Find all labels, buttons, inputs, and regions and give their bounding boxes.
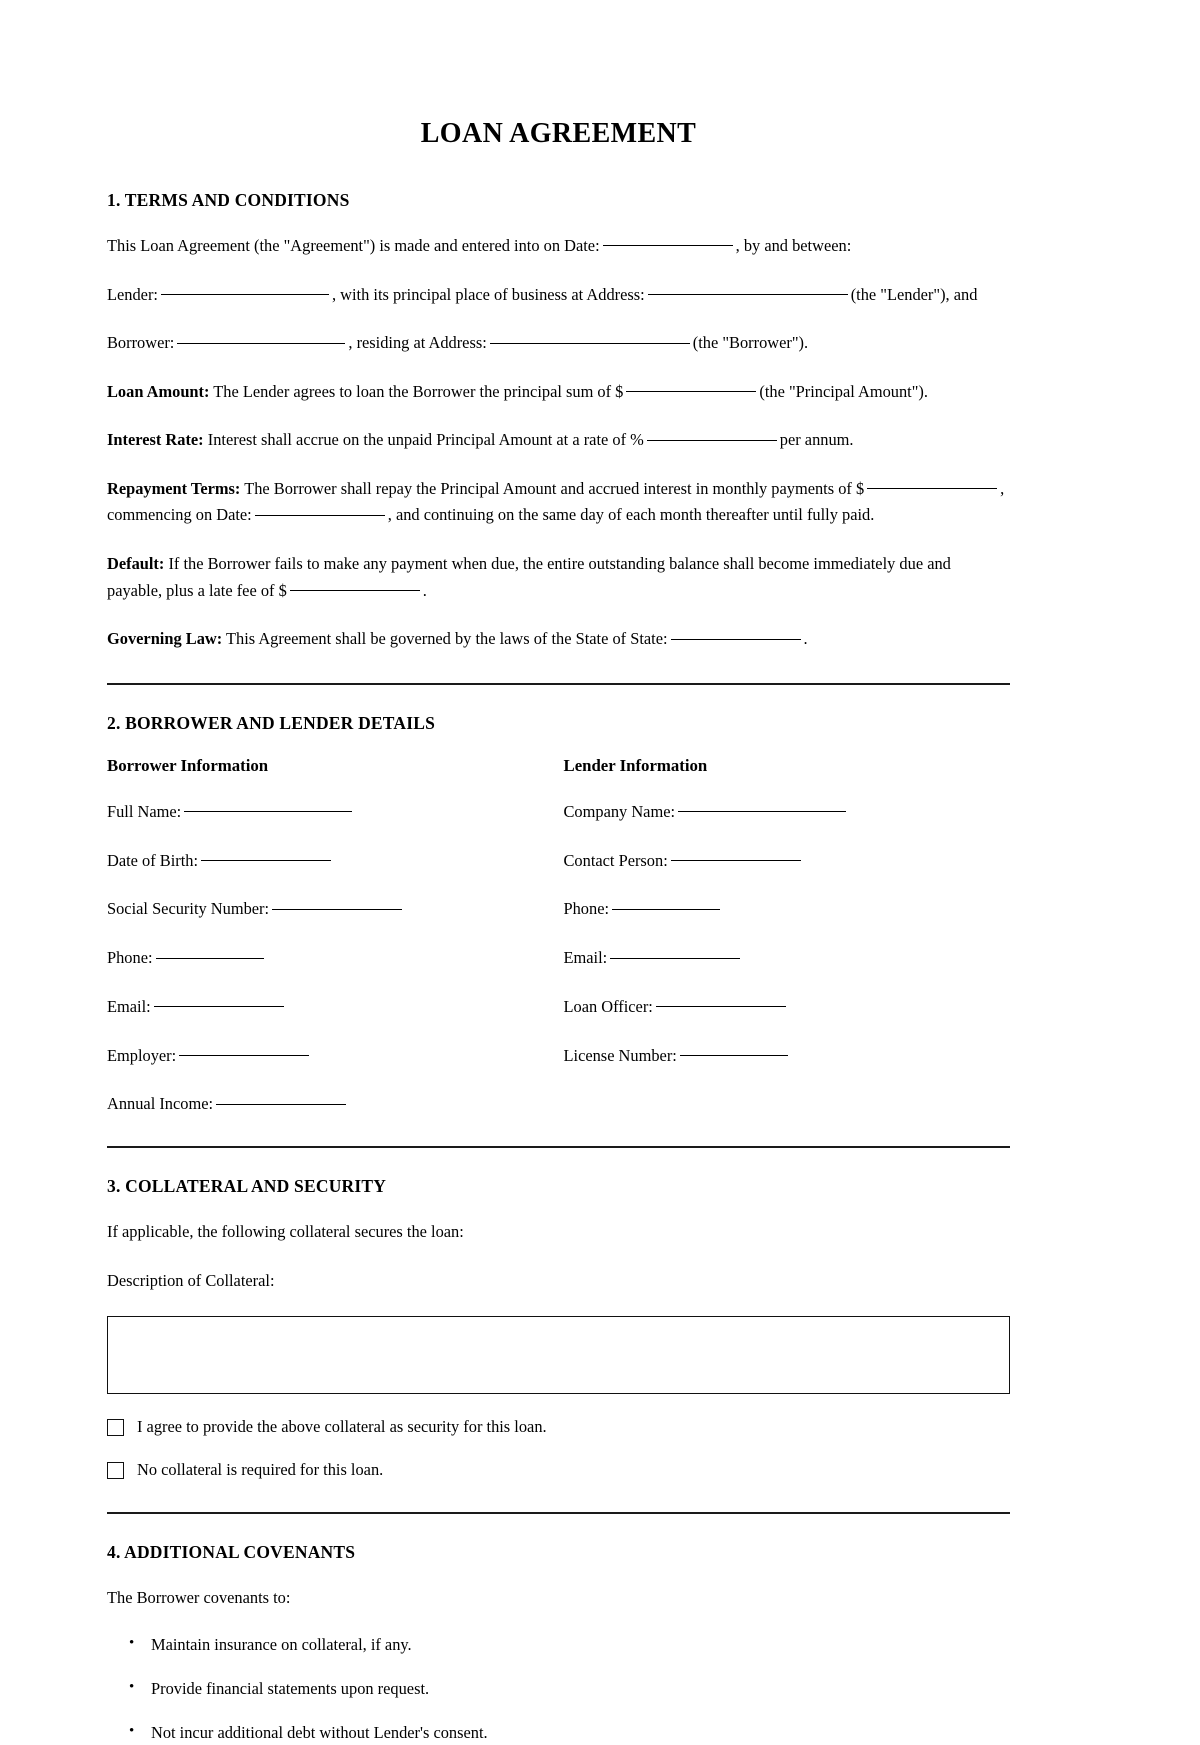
blank-late-fee[interactable] — [290, 590, 420, 591]
label-lender-phone: Phone: — [563, 899, 610, 919]
interest-rate-text-b: per annum. — [779, 430, 854, 450]
section-2-heading: 2. BORROWER AND LENDER DETAILS — [107, 712, 436, 733]
paragraph-interest-rate — [107, 427, 1010, 454]
page-title: LOAN AGREEMENT — [420, 118, 697, 149]
blank-lender-license-number[interactable] — [680, 1055, 788, 1056]
loan-amount-text-a: The Lender agrees to loan the Borrower the principal sum of $ — [213, 381, 624, 401]
blank-borrower-email[interactable] — [154, 1006, 284, 1007]
checkbox-no-collateral[interactable] — [107, 1462, 124, 1479]
collateral-intro-text: If applicable, the following collateral secures the loan: — [107, 1222, 464, 1242]
default-label: Default: — [107, 554, 165, 574]
label-full-name: Full Name: — [107, 801, 182, 821]
field-lender-email — [564, 946, 1011, 970]
paragraph-loan-amount — [107, 379, 1010, 406]
blank-borrower-annual-income[interactable] — [216, 1104, 346, 1105]
governing-law-label: Governing Law: — [107, 629, 223, 649]
section-1-heading: 1. TERMS AND CONDITIONS — [107, 190, 350, 210]
field-lender-company-name — [564, 800, 1011, 824]
borrower-text-c: (the "Borrower"). — [692, 333, 809, 353]
field-borrower-full-name — [107, 800, 559, 824]
checkbox-agree-collateral[interactable] — [107, 1419, 124, 1436]
label-lender-email: Email: — [563, 948, 608, 968]
lender-text-c: (the "Lender"), and — [850, 284, 978, 304]
repayment-text-c: , and continuing on the same day of each month thereafter until fully paid. — [387, 505, 875, 525]
governing-law-text-b: . — [803, 629, 808, 649]
blank-lender-contact-person[interactable] — [671, 860, 801, 861]
loan-amount-label: Loan Amount: — [107, 381, 210, 401]
borrower-text-a: Borrower: — [107, 333, 175, 353]
field-borrower-annual-income — [107, 1092, 559, 1116]
blank-lender-name[interactable] — [161, 294, 329, 295]
label-social-security-number: Social Security Number: — [107, 899, 270, 919]
blank-lender-email[interactable] — [610, 958, 740, 959]
borrower-information-title: Borrower Information — [107, 755, 269, 775]
field-lender-loan-officer — [564, 995, 1011, 1019]
checkbox-row-no-collateral[interactable] — [107, 1459, 1010, 1482]
borrower-information-column — [107, 756, 559, 1116]
blank-borrower-phone[interactable] — [156, 958, 264, 959]
label-borrower-phone: Phone: — [107, 948, 153, 968]
blank-borrower-date-of-birth[interactable] — [201, 860, 331, 861]
default-text-b: . — [422, 580, 427, 600]
field-borrower-date-of-birth — [107, 849, 559, 873]
blank-agreement-date[interactable] — [603, 245, 733, 246]
field-lender-license-number — [564, 1044, 1011, 1068]
section-collateral-and-security — [107, 1176, 1010, 1482]
blank-lender-address[interactable] — [648, 294, 848, 295]
field-borrower-employer — [107, 1044, 559, 1068]
interest-rate-label: Interest Rate: — [107, 430, 204, 450]
blank-borrower-full-name[interactable] — [184, 811, 352, 812]
label-contact-person: Contact Person: — [563, 850, 668, 870]
blank-principal-sum[interactable] — [626, 391, 756, 392]
intro-text-b: , by and between: — [735, 236, 852, 255]
field-borrower-ssn — [107, 897, 559, 921]
blank-borrower-address[interactable] — [490, 343, 690, 344]
checkbox-label-no-collateral: No collateral is required for this loan. — [137, 1460, 384, 1480]
label-license-number: License Number: — [563, 1045, 677, 1065]
section-4-heading: 4. ADDITIONAL COVENANTS — [107, 1542, 356, 1563]
interest-rate-text-a: Interest shall accrue on the unpaid Principal Amount at a rate of % — [207, 430, 644, 450]
blank-lender-company-name[interactable] — [678, 811, 846, 812]
paragraph-default — [107, 551, 1010, 604]
repayment-text-a: The Borrower shall repay the Principal Amount and accrued interest in monthly payments of $ — [244, 478, 865, 498]
collateral-description-label: Description of Collateral: — [107, 1270, 275, 1290]
section-divider-2 — [107, 1146, 1010, 1148]
lender-text-a: Lender: — [107, 284, 158, 304]
field-lender-contact-person — [564, 849, 1011, 873]
checkbox-row-agree-collateral[interactable] — [107, 1416, 1010, 1439]
paragraph-agreement-date — [107, 233, 1010, 260]
borrower-text-b: , residing at Address: — [348, 333, 487, 353]
lender-information-title: Lender Information — [563, 755, 708, 775]
list-item: • Maintain insurance on collateral, if any. — [151, 1634, 1010, 1657]
label-borrower-email: Email: — [107, 996, 151, 1016]
paragraph-governing-law — [107, 626, 1010, 653]
repayment-text-b: , commencing on Date: — [107, 478, 1005, 525]
blank-borrower-employer[interactable] — [179, 1055, 309, 1056]
blank-interest-rate[interactable] — [647, 440, 777, 441]
field-borrower-phone — [107, 946, 559, 970]
label-annual-income: Annual Income: — [107, 1094, 214, 1114]
label-employer: Employer: — [107, 1045, 177, 1065]
field-lender-phone — [564, 897, 1011, 921]
lender-text-b: , with its principal place of business at Address: — [331, 284, 645, 304]
label-loan-officer: Loan Officer: — [563, 996, 653, 1016]
section-terms-and-conditions — [107, 190, 1010, 653]
blank-commencement-date[interactable] — [255, 515, 385, 516]
details-columns — [107, 756, 1010, 1116]
paragraph-borrower — [107, 330, 1010, 357]
intro-text-a: This Loan Agreement (the "Agreement") is made and entered into on Date: — [107, 236, 600, 255]
blank-monthly-payment[interactable] — [867, 488, 997, 489]
default-text-a: If the Borrower fails to make any payment when due, the entire outstanding balance shall become immediately due and payable, plus a late fee of $ — [107, 554, 951, 600]
paragraph-repayment-terms — [107, 476, 1010, 529]
section-divider-1 — [107, 683, 1010, 685]
label-company-name: Company Name: — [563, 801, 676, 821]
loan-amount-text-b: (the "Principal Amount"). — [759, 381, 928, 401]
governing-law-text-a: This Agreement shall be governed by the laws of the State of State: — [226, 629, 668, 649]
blank-borrower-name[interactable] — [177, 343, 345, 344]
collateral-description-textarea[interactable] — [107, 1316, 1010, 1394]
blank-state[interactable] — [671, 639, 801, 640]
section-divider-3 — [107, 1512, 1010, 1514]
blank-borrower-ssn[interactable] — [272, 909, 402, 910]
list-item: • Provide financial statements upon request. — [151, 1678, 1010, 1701]
blank-lender-loan-officer[interactable] — [656, 1006, 786, 1007]
repayment-terms-label: Repayment Terms: — [107, 478, 241, 498]
covenants-intro-text: The Borrower covenants to: — [107, 1588, 291, 1608]
paragraph-lender — [107, 282, 1010, 309]
section-3-heading: 3. COLLATERAL AND SECURITY — [107, 1176, 387, 1197]
covenants-list — [107, 1634, 1010, 1745]
label-date-of-birth: Date of Birth: — [107, 850, 199, 870]
checkbox-label-agree-collateral: I agree to provide the above collateral as security for this loan. — [137, 1417, 547, 1437]
field-borrower-email — [107, 995, 559, 1019]
list-item: • Not incur additional debt without Lender's consent. — [151, 1722, 1010, 1745]
section-borrower-lender-details — [107, 713, 1010, 1116]
lender-information-column — [559, 756, 1011, 1116]
blank-lender-phone[interactable] — [612, 909, 720, 910]
section-additional-covenants — [107, 1542, 1010, 1744]
